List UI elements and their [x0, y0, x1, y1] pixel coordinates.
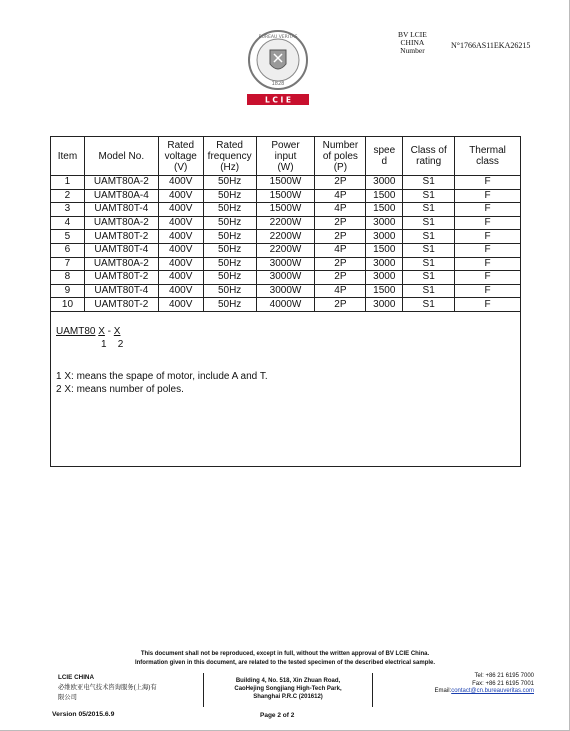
disclaimer-line-2: Information given in this document, are related to the tested specimen of the described electrical sample. [134, 660, 436, 666]
formula-x2: X [113, 326, 121, 337]
table-row [51, 230, 521, 244]
column-header: Rated frequency (Hz) [203, 137, 256, 176]
table-row [51, 271, 521, 285]
table-cell: 50Hz [203, 284, 256, 298]
table-cell: UAMT80A-2 [84, 257, 158, 271]
model-code-formula [56, 326, 124, 350]
email-link[interactable]: contact@cn.bureauveritas.com [451, 688, 534, 694]
table-cell: 50Hz [203, 216, 256, 230]
table-cell: S1 [403, 284, 455, 298]
notes [56, 370, 268, 396]
logo-ring-text: BUREAU VERITAS [258, 35, 298, 40]
table-cell: S1 [403, 257, 455, 271]
formula-x1: X [98, 326, 105, 337]
column-header: Thermal class [455, 137, 521, 176]
table-cell: 4P [315, 189, 366, 203]
table-cell: 3000 [366, 298, 403, 312]
table-row [51, 176, 521, 190]
column-header: Power input (W) [256, 137, 315, 176]
table-cell: UAMT80T-2 [84, 271, 158, 285]
table-cell: 1500W [256, 189, 315, 203]
table-cell: 4 [51, 216, 85, 230]
table-cell: 2P [315, 271, 366, 285]
table-cell: F [455, 230, 521, 244]
formula-dash: - [104, 326, 114, 337]
table-cell: 2P [315, 176, 366, 190]
table-cell: UAMT80A-4 [84, 189, 158, 203]
cert-number: N°1766AS11EKA26215 [451, 41, 531, 50]
table-header-row [51, 137, 521, 176]
table-cell: 400V [158, 284, 203, 298]
table-cell: F [455, 284, 521, 298]
table-cell: 3000 [366, 216, 403, 230]
table-cell: 3000W [256, 257, 315, 271]
formula-index-2: 2 [117, 339, 124, 350]
company-title: LCIE CHINA [58, 674, 95, 681]
table-cell: 1500 [366, 243, 403, 257]
bureau-veritas-lcie-logo [246, 28, 310, 110]
table-row [51, 284, 521, 298]
table-cell: 3000W [256, 271, 315, 285]
table-cell: 3000 [366, 257, 403, 271]
table-cell: 1 [51, 176, 85, 190]
table-cell: 2P [315, 298, 366, 312]
table-cell: 2200W [256, 230, 315, 244]
table-cell: 1500W [256, 203, 315, 217]
cert-label: BV LCIE CHINA Number [398, 30, 427, 55]
table-cell: F [455, 298, 521, 312]
table-cell: 7 [51, 257, 85, 271]
table-cell: F [455, 176, 521, 190]
table-cell: 400V [158, 298, 203, 312]
table-cell: 50Hz [203, 257, 256, 271]
logo-wordmark: L C I E [264, 95, 292, 105]
table-cell: 5 [51, 230, 85, 244]
table-cell: 50Hz [203, 203, 256, 217]
table-cell: 2P [315, 230, 366, 244]
table-cell: 50Hz [203, 189, 256, 203]
tel: Tel: +86 21 6195 7000 [474, 673, 534, 679]
table-cell: 50Hz [203, 176, 256, 190]
table-cell: 400V [158, 176, 203, 190]
column-header: Model No. [84, 137, 158, 176]
table-cell: 1500 [366, 203, 403, 217]
table-cell: 400V [158, 243, 203, 257]
table-row [51, 298, 521, 312]
table-cell: 6 [51, 243, 85, 257]
table-row [51, 216, 521, 230]
table-cell: F [455, 189, 521, 203]
column-header: Rated voltage (V) [158, 137, 203, 176]
table-cell: 1500W [256, 176, 315, 190]
table-cell: 3000W [256, 284, 315, 298]
page-number: Page 2 of 2 [260, 712, 295, 719]
table-cell: S1 [403, 216, 455, 230]
table-cell: 2200W [256, 216, 315, 230]
logo-year: 1828 [271, 81, 285, 87]
table-cell: 3000 [366, 271, 403, 285]
table-cell: S1 [403, 176, 455, 190]
table-row [51, 243, 521, 257]
table-cell: F [455, 243, 521, 257]
table-cell: 3000 [366, 230, 403, 244]
table-cell: 2P [315, 257, 366, 271]
table-cell: 400V [158, 216, 203, 230]
table-cell: 3000 [366, 176, 403, 190]
note-2: 2 X: means number of poles. [56, 384, 184, 395]
table-row [51, 203, 521, 217]
table-cell: 4000W [256, 298, 315, 312]
table-cell: 1500 [366, 284, 403, 298]
fax: Fax: +86 21 6195 7001 [472, 680, 534, 687]
column-header: Class of rating [403, 137, 455, 176]
version-label: Version 05/2015.6.9 [52, 711, 115, 718]
table-cell: F [455, 271, 521, 285]
table-cell: 1500 [366, 189, 403, 203]
table-cell: F [455, 203, 521, 217]
table-cell: UAMT80T-4 [84, 203, 158, 217]
table-cell: 8 [51, 271, 85, 285]
company-cn-line-1: 必维欧亚电气技术咨询服务(上海)有 [58, 684, 157, 691]
table-cell: S1 [403, 230, 455, 244]
column-header: Item [51, 137, 85, 176]
address-block: Building 4, No. 518, Xin Zhuan Road, CaoHejing Songjiang High-Tech Park, Shanghai P.R.C (201612) [203, 673, 373, 707]
column-header: Number of poles (P) [315, 137, 366, 176]
table-cell: UAMT80A-2 [84, 216, 158, 230]
table-cell: 400V [158, 230, 203, 244]
table-cell: UAMT80T-4 [84, 243, 158, 257]
table-cell: UAMT80T-2 [84, 298, 158, 312]
table-cell: 4P [315, 243, 366, 257]
table-cell: S1 [403, 298, 455, 312]
table-cell: 50Hz [203, 230, 256, 244]
table-cell: S1 [403, 203, 455, 217]
table-cell: 400V [158, 271, 203, 285]
contact-info [404, 673, 534, 696]
table-cell: S1 [403, 243, 455, 257]
table-cell: S1 [403, 271, 455, 285]
table-cell: 2P [315, 216, 366, 230]
table-cell: UAMT80T-2 [84, 230, 158, 244]
table-cell: F [455, 216, 521, 230]
table-cell: 10 [51, 298, 85, 312]
note-1: 1 X: means the spape of motor, include A and T. [56, 371, 268, 382]
table-cell: 400V [158, 257, 203, 271]
table-cell: UAMT80A-2 [84, 176, 158, 190]
table-cell: 4P [315, 284, 366, 298]
table-cell: UAMT80T-4 [84, 284, 158, 298]
table-cell: 50Hz [203, 243, 256, 257]
table-cell: 3 [51, 203, 85, 217]
column-header: spee d [366, 137, 403, 176]
table-cell: 400V [158, 189, 203, 203]
company-cn-line-2: 限公司 [58, 694, 77, 701]
table-cell: S1 [403, 189, 455, 203]
table-cell: 50Hz [203, 298, 256, 312]
table-cell: F [455, 257, 521, 271]
table-cell: 2200W [256, 243, 315, 257]
table-cell: 2 [51, 189, 85, 203]
table-cell: 9 [51, 284, 85, 298]
table-cell: 400V [158, 203, 203, 217]
table-row [51, 189, 521, 203]
table-cell: 50Hz [203, 271, 256, 285]
table-row [51, 257, 521, 271]
table-cell: 4P [315, 203, 366, 217]
formula-index-1: 1 [101, 339, 107, 350]
model-spec-table [50, 136, 521, 312]
email-label: Email: [434, 688, 452, 694]
disclaimer-line-1: This document shall not be reproduced, except in full, without the written approval of BV LCIE China. [140, 651, 430, 657]
formula-prefix: UAMT80 [56, 326, 96, 337]
company-info [58, 673, 157, 703]
